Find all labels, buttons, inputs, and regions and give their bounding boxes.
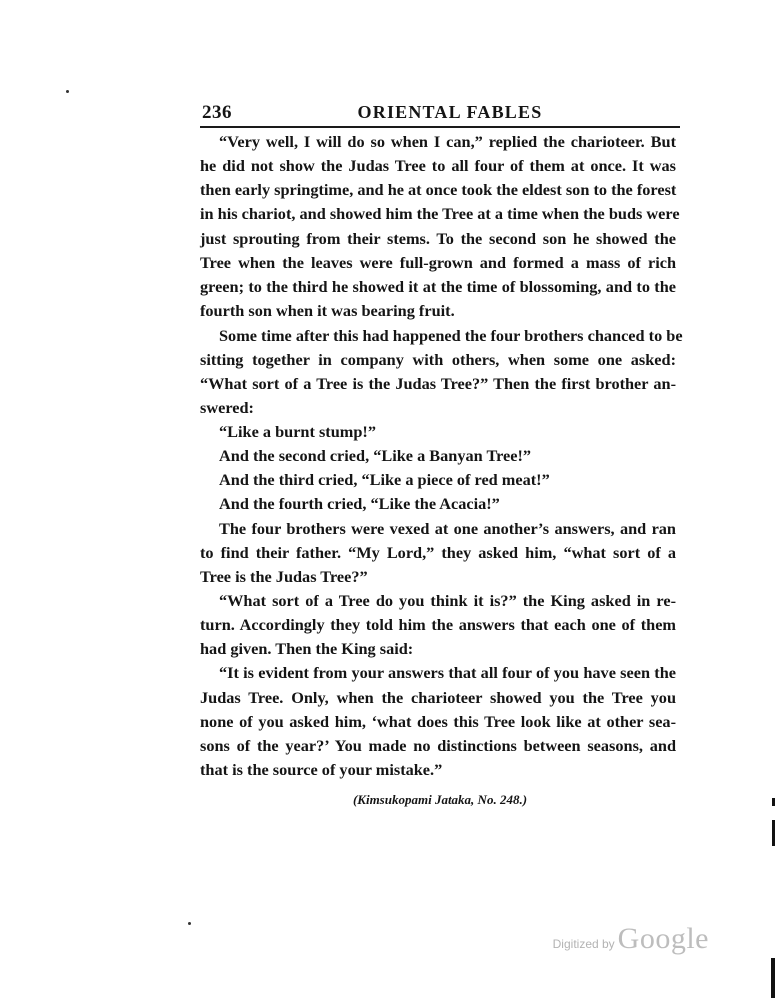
google-logo: Google xyxy=(617,922,709,955)
text-line: none of you asked him, ‘what does this Tree look like at other sea- xyxy=(200,712,676,731)
text-line: And the fourth cried, “Like the Acacia!” xyxy=(219,494,500,513)
scan-speck xyxy=(66,90,69,93)
text-line: in his chariot, and showed him the Tree at a time when the buds were xyxy=(200,204,680,223)
text-line: Tree is the Judas Tree?” xyxy=(200,567,368,586)
text-line: And the third cried, “Like a piece of red meat!” xyxy=(219,470,550,489)
text-line: “What sort of a Tree do you think it is?” the King asked in re- xyxy=(219,591,676,610)
text-line: sons of the year?’ You made no distinctions between seasons, and xyxy=(200,736,676,755)
text-line: just sprouting from their stems. To the second son he showed the xyxy=(200,229,676,248)
text-line: he did not show the Judas Tree to all four of them at once. It was xyxy=(200,156,676,175)
text-line: that is the source of your mistake.” xyxy=(200,760,443,779)
page-edge-mark xyxy=(772,798,775,806)
page-number: 236 xyxy=(202,102,232,123)
text-line: to find their father. “My Lord,” they asked him, “what sort of a xyxy=(200,543,676,562)
text-line: And the second cried, “Like a Banyan Tree!” xyxy=(219,446,532,465)
text-line: Tree when the leaves were full-grown and formed a mass of rich xyxy=(200,253,676,272)
page-edge-mark xyxy=(771,958,775,998)
text-line: then early springtime, and he at once took the eldest son to the forest xyxy=(200,180,677,199)
text-line: The four brothers were vexed at one another’s answers, and ran xyxy=(219,519,676,538)
watermark-prefix: Digitized by xyxy=(552,937,615,951)
text-line: Judas Tree. Only, when the charioteer showed you the Tree you xyxy=(200,688,676,707)
text-line: fourth son when it was bearing fruit. xyxy=(200,301,455,320)
running-head: ORIENTAL FABLES xyxy=(357,102,543,122)
text-line: “It is evident from your answers that all four of you have seen the xyxy=(219,663,676,682)
text-line: “Very well, I will do so when I can,” replied the charioteer. But xyxy=(219,132,676,151)
scan-speck xyxy=(188,922,191,925)
page-header xyxy=(200,100,680,128)
text-line: green; to the third he showed it at the time of blossoming, and to the xyxy=(200,277,676,296)
text-line: sitting together in company with others, when some one asked: xyxy=(200,350,676,369)
page-edge-mark xyxy=(772,820,775,846)
source-citation: (Kimsukopami Jataka, No. 248.) xyxy=(352,792,528,807)
text-line: had given. Then the King said: xyxy=(200,639,414,658)
text-line: “Like a burnt stump!” xyxy=(219,422,376,441)
text-line: Some time after this had happened the four brothers chanced to be xyxy=(219,326,683,345)
digitized-watermark xyxy=(553,922,709,956)
text-line: swered: xyxy=(200,398,254,417)
text-line: turn. Accordingly they told him the answers that each one of them xyxy=(200,615,676,634)
text-line: “What sort of a Tree is the Judas Tree?” Then the first brother an- xyxy=(200,374,676,393)
